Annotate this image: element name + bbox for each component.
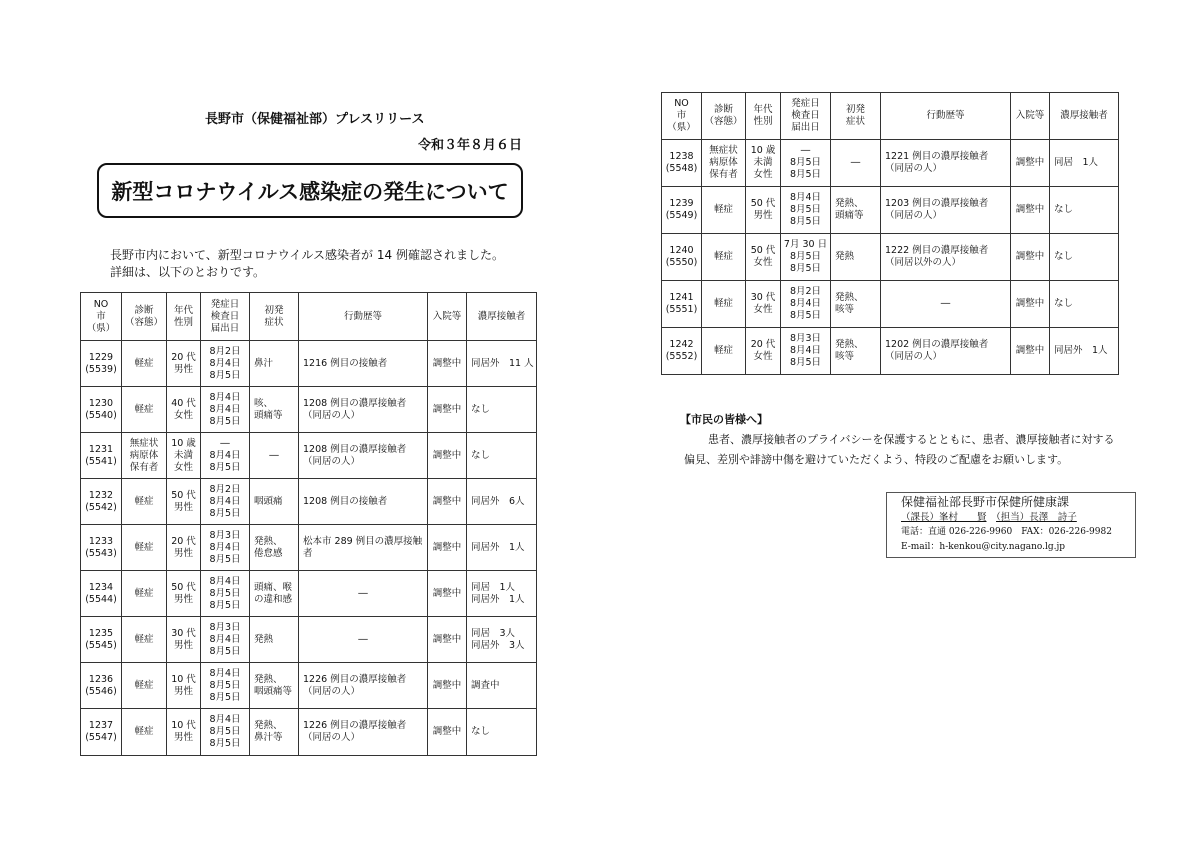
case-no-cell: 1233 (5543) [81,525,122,571]
contacts-cell: なし [1050,234,1119,281]
header-history: 行動歴等 [299,293,428,341]
contacts-cell: なし [467,387,537,433]
symptoms-cell: 発熱、 咳等 [831,281,881,328]
dates-cell: 8月4日 8月4日 8月5日 [201,387,250,433]
age-sex-cell: 20 代 男性 [167,525,201,571]
table-row [81,571,537,617]
diagnosis-cell: 軽症 [122,709,167,756]
hospital-cell: 調整中 [428,617,467,663]
history-cell: 1208 例目の濃厚接触者 （同居の人） [299,387,428,433]
case-no-cell: 1241 (5551) [662,281,702,328]
symptoms-cell: ― [250,433,299,479]
release-date: 令和３年８月６日 [418,138,523,153]
age-sex-cell: 10 歳 未満 女性 [167,433,201,479]
case-no-cell: 1242 (5552) [662,328,702,375]
header-contacts: 濃厚接触者 [467,293,537,341]
table-row [662,187,1119,234]
hospital-cell: 調整中 [1011,281,1050,328]
header-contacts: 濃厚接触者 [1050,93,1119,140]
header-age-sex: 年代 性別 [746,93,781,140]
history-cell: 1208 例目の接触者 [299,479,428,525]
history-cell: ― [299,571,428,617]
history-cell: 1226 例目の濃厚接触者 （同居の人） [299,709,428,756]
history-cell: 1203 例目の濃厚接触者 （同居の人） [881,187,1011,234]
contact-staff: （担当）長澤 詩子 [996,512,1077,523]
age-sex-cell: 30 代 男性 [167,617,201,663]
symptoms-cell: 発熱、 咽頭痛等 [250,663,299,709]
dates-cell: ― 8月4日 8月5日 [201,433,250,479]
case-no-cell: 1240 (5550) [662,234,702,281]
hospital-cell: 調整中 [1011,140,1050,187]
diagnosis-cell: 軽症 [122,617,167,663]
symptoms-cell: 発熱、 鼻汁等 [250,709,299,756]
symptoms-cell: 発熱、 咳等 [831,328,881,375]
notice-line-1: 患者、濃厚接触者のプライバシーを保護するとともに、患者、濃厚接触者に対する [708,433,1115,446]
contacts-cell: なし [467,433,537,479]
hospital-cell: 調整中 [428,479,467,525]
age-sex-cell: 10 歳 未満 女性 [746,140,781,187]
contacts-cell: 同居 1人 [1050,140,1119,187]
history-cell: 1208 例目の濃厚接触者 （同居の人） [299,433,428,479]
contacts-cell: 同居外 11 人 [467,341,537,387]
contacts-cell: なし [467,709,537,756]
intro-line-1: 長野市内において、新型コロナウイルス感染者が 14 例確認されました。 [110,248,504,262]
hospital-cell: 調整中 [428,387,467,433]
history-cell: 1221 例目の濃厚接触者 （同居の人） [881,140,1011,187]
history-cell: 1222 例目の濃厚接触者 （同居以外の人） [881,234,1011,281]
table-header-row [662,93,1119,140]
symptoms-cell: 発熱 [831,234,881,281]
history-cell: 松本市 289 例目の濃厚接触 者 [299,525,428,571]
hospital-cell: 調整中 [428,571,467,617]
contacts-cell: 同居外 6人 [467,479,537,525]
contacts-cell: なし [1050,187,1119,234]
dates-cell: 8月3日 8月4日 8月5日 [781,328,831,375]
diagnosis-cell: 軽症 [122,525,167,571]
symptoms-cell: 発熱、 倦怠感 [250,525,299,571]
symptoms-cell: 発熱、 頭痛等 [831,187,881,234]
header-no: NO 市 （県） [662,93,702,140]
hospital-cell: 調整中 [428,525,467,571]
header-dates: 発症日 検査日 届出日 [781,93,831,140]
diagnosis-cell: 軽症 [122,341,167,387]
diagnosis-cell: 無症状 病原体 保有者 [702,140,746,187]
symptoms-cell: 咽頭痛 [250,479,299,525]
dates-cell: 8月4日 8月5日 8月5日 [201,663,250,709]
age-sex-cell: 20 代 男性 [167,341,201,387]
dates-cell: 8月2日 8月4日 8月5日 [201,341,250,387]
table-row [662,281,1119,328]
header-dates: 発症日 検査日 届出日 [201,293,250,341]
dates-cell: 8月4日 8月5日 8月5日 [781,187,831,234]
case-no-cell: 1234 (5544) [81,571,122,617]
case-no-cell: 1235 (5545) [81,617,122,663]
intro-text [110,247,504,281]
diagnosis-cell: 軽症 [702,328,746,375]
contact-box [886,492,1136,558]
case-no-cell: 1229 (5539) [81,341,122,387]
document-title-box [97,163,523,218]
table-row [81,525,537,571]
press-release-header: 長野市（保健福祉部）プレスリリース [205,112,425,127]
dates-cell: 8月3日 8月4日 8月5日 [201,617,250,663]
case-no-cell: 1238 (5548) [662,140,702,187]
diagnosis-cell: 軽症 [122,387,167,433]
table-row [662,140,1119,187]
header-diagnosis: 診断 （容態） [702,93,746,140]
age-sex-cell: 30 代 女性 [746,281,781,328]
dates-cell: 7月 30 日 8月5日 8月5日 [781,234,831,281]
intro-line-2: 詳細は、以下のとおりです。 [110,265,266,279]
diagnosis-cell: 軽症 [702,234,746,281]
table-row [81,479,537,525]
case-no-cell: 1237 (5547) [81,709,122,756]
table-row [81,387,537,433]
contacts-cell: なし [1050,281,1119,328]
header-hospital: 入院等 [1011,93,1050,140]
age-sex-cell: 50 代 女性 [746,234,781,281]
dates-cell: 8月4日 8月5日 8月5日 [201,709,250,756]
history-cell: ― [299,617,428,663]
history-cell: 1226 例目の濃厚接触者 （同居の人） [299,663,428,709]
table-row [662,234,1119,281]
hospital-cell: 調整中 [428,433,467,479]
table-row [81,709,537,756]
table-row [81,341,537,387]
diagnosis-cell: 軽症 [702,281,746,328]
table-header-row [81,293,537,341]
diagnosis-cell: 無症状 病原体 保有者 [122,433,167,479]
header-hospital: 入院等 [428,293,467,341]
diagnosis-cell: 軽症 [122,571,167,617]
notice-title: 【市民の皆様へ】 [680,413,768,426]
age-sex-cell: 10 代 男性 [167,663,201,709]
case-no-cell: 1239 (5549) [662,187,702,234]
case-no-cell: 1231 (5541) [81,433,122,479]
header-symptoms: 初発 症状 [250,293,299,341]
header-no: NO 市 （県） [81,293,122,341]
diagnosis-cell: 軽症 [122,479,167,525]
case-no-cell: 1230 (5540) [81,387,122,433]
history-cell: 1216 例目の接触者 [299,341,428,387]
age-sex-cell: 50 代 男性 [746,187,781,234]
table-row [81,617,537,663]
contacts-cell: 調査中 [467,663,537,709]
case-table-right [661,92,1119,375]
dates-cell: ― 8月5日 8月5日 [781,140,831,187]
contacts-cell: 同居 1人 同居外 1人 [467,571,537,617]
age-sex-cell: 10 代 男性 [167,709,201,756]
dates-cell: 8月2日 8月4日 8月5日 [201,479,250,525]
citizen-notice [680,410,1114,470]
contact-persons [901,510,1135,525]
contacts-cell: 同居外 1人 [467,525,537,571]
hospital-cell: 調整中 [428,663,467,709]
symptoms-cell: 頭痛、喉 の違和感 [250,571,299,617]
document-title: 新型コロナウイルス感染症の発生について [111,179,509,204]
dates-cell: 8月4日 8月5日 8月5日 [201,571,250,617]
table-row [81,433,537,479]
contact-email: E-mail：h-kenkou@city.nagano.lg.jp [901,542,1066,552]
history-cell: 1202 例目の濃厚接触者 （同居の人） [881,328,1011,375]
diagnosis-cell: 軽症 [122,663,167,709]
symptoms-cell: 鼻汁 [250,341,299,387]
case-no-cell: 1232 (5542) [81,479,122,525]
hospital-cell: 調整中 [1011,328,1050,375]
case-no-cell: 1236 (5546) [81,663,122,709]
header-age-sex: 年代 性別 [167,293,201,341]
age-sex-cell: 20 代 女性 [746,328,781,375]
notice-line-2: 偏見、差別や誹謗中傷を避けていただくよう、特段のご配慮をお願いします。 [684,453,1069,466]
contact-department: 保健福祉部長野市保健所健康課 [901,495,1070,509]
symptoms-cell: ― [831,140,881,187]
table-row [81,663,537,709]
symptoms-cell: 咳、 頭痛等 [250,387,299,433]
age-sex-cell: 50 代 男性 [167,571,201,617]
age-sex-cell: 50 代 男性 [167,479,201,525]
hospital-cell: 調整中 [1011,234,1050,281]
contact-phone-fax: 電話：直通 026-226-9960 FAX：026-226-9982 [901,527,1112,537]
contact-chief: （課長）峯村 賢 [901,512,987,523]
contacts-cell: 同居 3人 同居外 3人 [467,617,537,663]
case-table-left [80,292,537,756]
dates-cell: 8月3日 8月4日 8月5日 [201,525,250,571]
history-cell: ― [881,281,1011,328]
hospital-cell: 調整中 [1011,187,1050,234]
diagnosis-cell: 軽症 [702,187,746,234]
table-row [662,328,1119,375]
header-symptoms: 初発 症状 [831,93,881,140]
header-history: 行動歴等 [881,93,1011,140]
age-sex-cell: 40 代 女性 [167,387,201,433]
header-diagnosis: 診断 （容態） [122,293,167,341]
contacts-cell: 同居外 1人 [1050,328,1119,375]
dates-cell: 8月2日 8月4日 8月5日 [781,281,831,328]
hospital-cell: 調整中 [428,341,467,387]
hospital-cell: 調整中 [428,709,467,756]
symptoms-cell: 発熱 [250,617,299,663]
